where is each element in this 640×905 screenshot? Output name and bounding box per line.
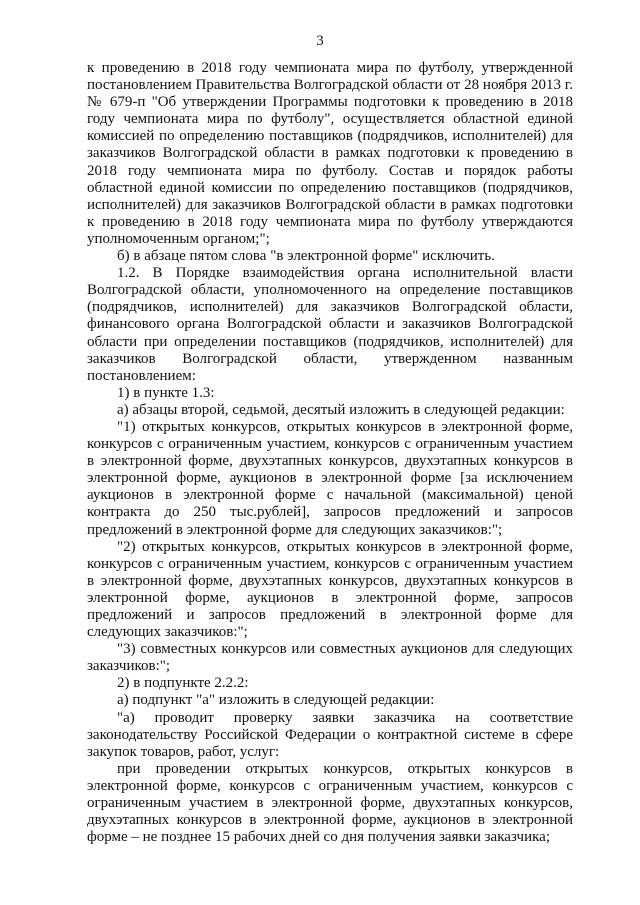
paragraph: "3) совместных конкурсов или совместных аукционов для следующих заказчиков:"; — [87, 641, 573, 675]
page-number: 3 — [316, 33, 324, 49]
document-body — [87, 60, 573, 846]
paragraph: "а) проводит проверку заявки заказчика на соответствие законодательству Российской Федерации о контрактной системе в сфере закупок товаров, работ, услуг: — [87, 709, 573, 760]
paragraph: а) подпункт "а" изложить в следующей редакции: — [117, 692, 435, 709]
paragraph: при проведении открытых конкурсов, открытых конкурсов в электронной форме, конкурсов с ограниченным участием, конкурсов с ограниченным участием в электронной форме, двухэтапных конкурсов, двухэтапных конкурсов в электронной форме, аукционов в электронной форме – не позднее 15 рабочих дней со дня получения заявки заказчика; — [87, 760, 573, 846]
paragraph: 1) в пункте 1.3: — [117, 384, 215, 401]
paragraph: к проведению в 2018 году чемпионата мира по футболу, утвержденной постановлением Правительства Волгоградской области от 28 ноября 2013 г. № 679-п "Об утверждении Программы подготовки к проведению в 2018 году чемпионата мира по футболу", осуществляется областной единой комиссией по определению поставщиков (подрядчиков, исполнителей) для заказчиков Волгоградской области в рамках подготовки к проведению в 2018 году чемпионата мира по футболу. Состав и порядок работы областной единой комиссии по определению поставщиков (подрядчиков, исполнителей) для заказчиков Волгоградской области в рамках подготовки к проведению в 2018 году чемпионата мира по футболу утверждаются уполномоченным органом;"; — [87, 60, 573, 247]
paragraph: 1.2. В Порядке взаимодействия органа исполнительной власти Волгоградской области, уполномоченного на определение поставщиков (подрядчиков, исполнителей) для заказчиков Волгоградской области, финансового органа Волгоградской области и заказчиков Волгоградской области при определении поставщиков (подрядчиков, исполнителей) для заказчиков Волгоградской области, утвержденном названным постановлением: — [87, 265, 573, 384]
paragraph: "1) открытых конкурсов, открытых конкурсов в электронной форме, конкурсов с ограниченным участием, конкурсов с ограниченным участием в электронной форме, двухэтапных конкурсов, двухэтапных конкурсов в электронной форме, аукционов в электронной форме [за исключением аукционов в электронной форме с начальной (максимальной) ценой контракта до 250 тыс.рублей], запросов предложений и запросов предложений в электронной форме для следующих заказчиков:"; — [87, 418, 573, 538]
paragraph: б) в абзаце пятом слова "в электронной форме" исключить. — [117, 248, 495, 265]
paragraph: "2) открытых конкурсов, открытых конкурсов в электронной форме, конкурсов с ограниченным участием, конкурсов с ограниченным участием в электронной форме, двухэтапных конкурсов, двухэтапных конкурсов в электронной форме, аукционов в электронной форме, запросов предложений и запросов предложений в электронной форме для следующих заказчиков:"; — [87, 538, 573, 641]
paragraph: 2) в подпункте 2.2.2: — [117, 675, 249, 692]
paragraph: а) абзацы второй, седьмой, десятый изложить в следующей редакции: — [117, 401, 565, 418]
